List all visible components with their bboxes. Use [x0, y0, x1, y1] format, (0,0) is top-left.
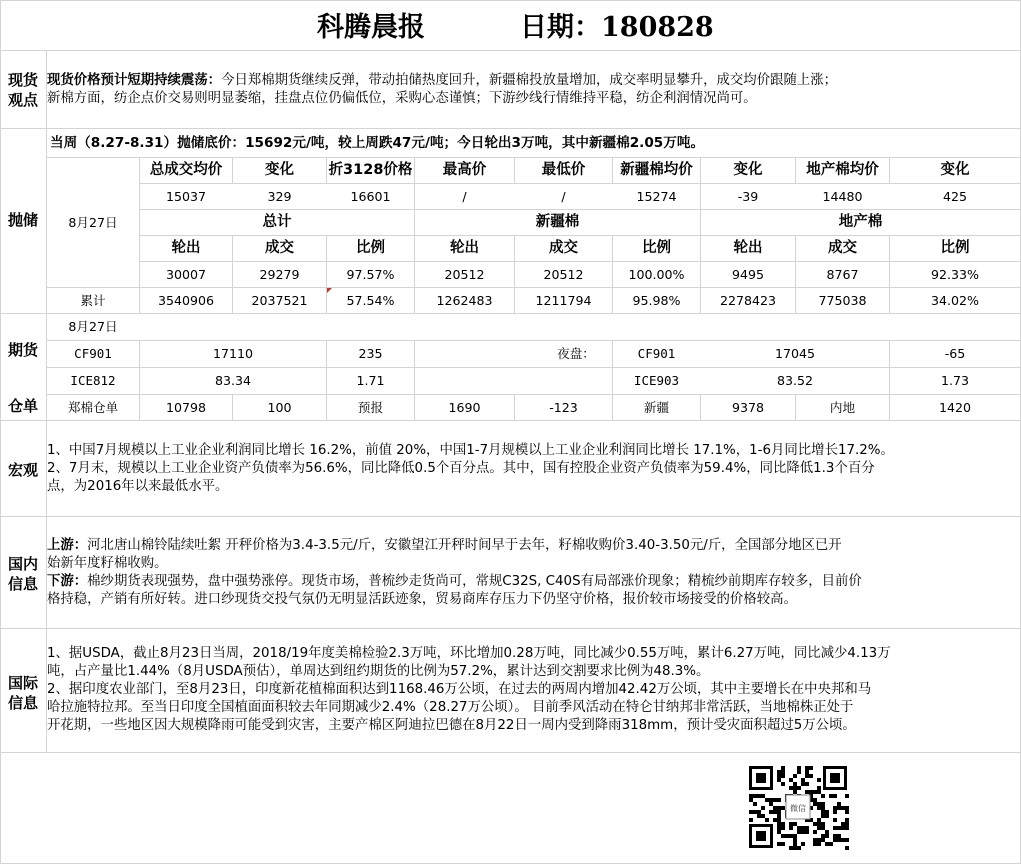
spot-text: 现货价格预计短期持续震荡：今日郑棉期货继续反弹，带动拍储热度回升，新疆棉投放量增加，成交率明显攀升，成交均价跟随上涨； 新棉方面，纺企点价交易则明显萎缩，挂盘点位仍偏低位，采购心态谨慎；下游纱线行情维持平稳，纺企利润情况尚可。 — [47, 73, 838, 106]
cumulative-value: 1262483 — [436, 293, 493, 308]
inland-label: 内地 — [829, 400, 856, 415]
cf-code: CF901 — [74, 346, 112, 361]
qr-code-icon — [746, 763, 850, 851]
ice-price: 83.34 — [214, 373, 252, 388]
ice-night-change: 1.73 — [940, 373, 970, 388]
daily-value: 20512 — [444, 267, 485, 282]
receipt-value: 10798 — [165, 400, 207, 415]
price-value: 425 — [942, 189, 968, 204]
forecast-value: 1690 — [448, 400, 481, 415]
sub-header: 比例 — [356, 240, 385, 256]
sub-header: 比例 — [642, 240, 671, 256]
daily-value: 9495 — [731, 267, 765, 282]
receipt-change: 100 — [267, 400, 292, 415]
section-label-auction: 抛储 — [7, 211, 38, 229]
sub-header: 成交 — [828, 240, 857, 256]
sub-header: 轮出 — [450, 240, 479, 256]
domestic-text: 上游：河北唐山棉铃陆续吐絮 开秤价格为3.4-3.5元/斤，安徽望江开秤时间早于去年，籽棉收购价3.40-3.50元/斤，全国部分地区已开 始新年度籽棉收购。 下游：棉纱期货表现强势，盘中强势涨停。现货市场，普梳纱走货尚可，常规C32S, C40S有局部涨价现象；精梳纱前期库存较多，目前价 格持稳，产销有所好转。进口纱现货交投气氛仍无明显活跃迹象，贸易商库存压力下仍坚守价格，报价较市场接受的价格较高。 — [47, 538, 862, 607]
cf-night-code: CF901 — [637, 346, 676, 361]
cumulative-value: 95.98% — [632, 293, 681, 308]
section-label-macro: 宏观 — [7, 461, 38, 479]
cf-price: 17110 — [212, 346, 254, 361]
group-header: 新疆棉 — [535, 214, 580, 230]
xinjiang-label: 新疆 — [643, 400, 670, 415]
daily-value: 8767 — [826, 267, 859, 282]
ice-change: 1.71 — [356, 373, 385, 388]
report-title: 科腾晨报 — [317, 12, 425, 43]
futures-date: 8月27日 — [68, 319, 118, 334]
sub-header: 成交 — [265, 240, 294, 256]
xinjiang-value: 9378 — [731, 400, 765, 415]
ice-code: ICE812 — [70, 373, 116, 388]
daily-value: 92.33% — [930, 267, 980, 282]
section-label-spot: 现货 观点 — [7, 71, 38, 109]
spot-headline: 现货价格预计短期持续震荡： — [47, 73, 222, 88]
macro-text: 1、中国7月规模以上工业企业利润同比增长 16.2%，前值 20%，中国1-7月规模以上工业企业利润同比增长 17.1%，1-6月同比增长17.2%。 2、7月末，规模以上工业企业资产负债率为56.6%，同比降低0.5个百分点。其中，国有控股企业资产负债率为59.4%，同比降低1.3个百分 点，为2016年以来最低水平。 — [47, 443, 894, 494]
qr-center-logo: 微信 — [790, 804, 806, 813]
sub-header: 比例 — [940, 240, 970, 256]
price-value: 15037 — [165, 189, 207, 204]
price-value: / — [462, 189, 467, 204]
daily-value: 20512 — [543, 267, 584, 282]
receipt-label: 郑棉仓单 — [67, 400, 119, 415]
cumulative-value: 2037521 — [251, 293, 308, 308]
daily-value: 30007 — [165, 267, 207, 282]
international-text: 1、据USDA，截止8月23日当周，2018/19年度美棉检验2.3万吨，环比增加0.28万吨，同比减少0.55万吨，累计6.27万吨，同比减少4.13万 吨，占产量比1.44%（8月USDA预估），单周达到纽约期货的比例为57.2%，累计达到交割要求比例为48.3%。 2、据印度农业部门，至8月23日，印度新花植棉面积达到1168.46万公顷，在过去的两周内增加42.42万公顷，其中主要增长在中央邦和马 哈拉施特拉邦。至当日印度全国植面面积较去年同期减少2.4%（28.27万公顷）。 目前季风活动在特仑甘纳邦非常活跃，当地棉株正处于 开花期，一些地区因大规模降雨可能受到灾害，主要产棉区阿迪拉巴德在8月22日一周内受到降雨318mm，预计受灾面积超过5万公顷。 — [47, 646, 891, 733]
price-header: 新疆棉均价 — [620, 162, 693, 178]
price-value: 329 — [267, 189, 292, 204]
cumulative-value: 57.54% — [346, 293, 395, 308]
price-header: 地产棉均价 — [806, 162, 879, 178]
cumulative-value: 34.02% — [930, 293, 980, 308]
sub-header: 轮出 — [733, 240, 763, 256]
price-header: 变化 — [733, 162, 763, 178]
forecast-change: -123 — [549, 400, 578, 415]
group-header: 地产棉 — [838, 214, 883, 230]
cf-night-change: -65 — [944, 346, 966, 361]
price-header: 总成交均价 — [149, 162, 223, 178]
price-value: 14480 — [822, 189, 863, 204]
section-label-futures: 期货 — [7, 341, 38, 359]
price-header: 最高价 — [442, 162, 487, 178]
report-date: 日期：180828 — [520, 12, 714, 43]
price-header: 最低价 — [541, 162, 586, 178]
cumulative-value: 775038 — [818, 293, 867, 308]
price-header: 变化 — [265, 162, 294, 178]
upstream-label: 上游： — [47, 538, 88, 553]
sub-header: 成交 — [549, 240, 578, 256]
group-header: 总计 — [262, 214, 292, 230]
price-value: / — [561, 189, 566, 204]
cumulative-label: 累计 — [80, 293, 106, 308]
forecast-label: 预报 — [357, 400, 384, 415]
night-session-label: 夜盘： — [557, 346, 595, 361]
daily-value: 100.00% — [628, 267, 685, 282]
daily-value: 29279 — [259, 267, 300, 282]
price-value: -39 — [737, 189, 759, 204]
price-header: 折3128价格 — [328, 162, 413, 178]
price-header: 变化 — [940, 162, 970, 178]
inland-value: 1420 — [938, 400, 972, 415]
cf-change: 235 — [358, 346, 383, 361]
comment-marker — [327, 288, 332, 293]
cf-night-price: 17045 — [774, 346, 816, 361]
ice-night-price: 83.52 — [776, 373, 814, 388]
auction-summary: 当周（8.27-8.31）抛储底价：15692元/吨，较上周跌47元/吨；今日轮出3万吨，其中新疆棉2.05万吨。 — [50, 135, 705, 151]
ice-night-code: ICE903 — [633, 373, 680, 388]
price-value: 16601 — [350, 189, 391, 204]
daily-value: 97.57% — [346, 267, 395, 282]
auction-date: 8月27日 — [68, 215, 118, 230]
sub-header: 轮出 — [171, 240, 201, 256]
price-value: 15274 — [636, 189, 677, 204]
cumulative-value: 3540906 — [157, 293, 215, 308]
section-label-domestic: 国内 信息 — [7, 555, 38, 593]
cumulative-value: 2278423 — [719, 293, 777, 308]
cumulative-value: 1211794 — [535, 293, 592, 308]
section-label-warehouse: 仓单 — [7, 397, 38, 415]
downstream-label: 下游： — [47, 574, 88, 589]
section-label-international: 国际 信息 — [7, 674, 38, 712]
